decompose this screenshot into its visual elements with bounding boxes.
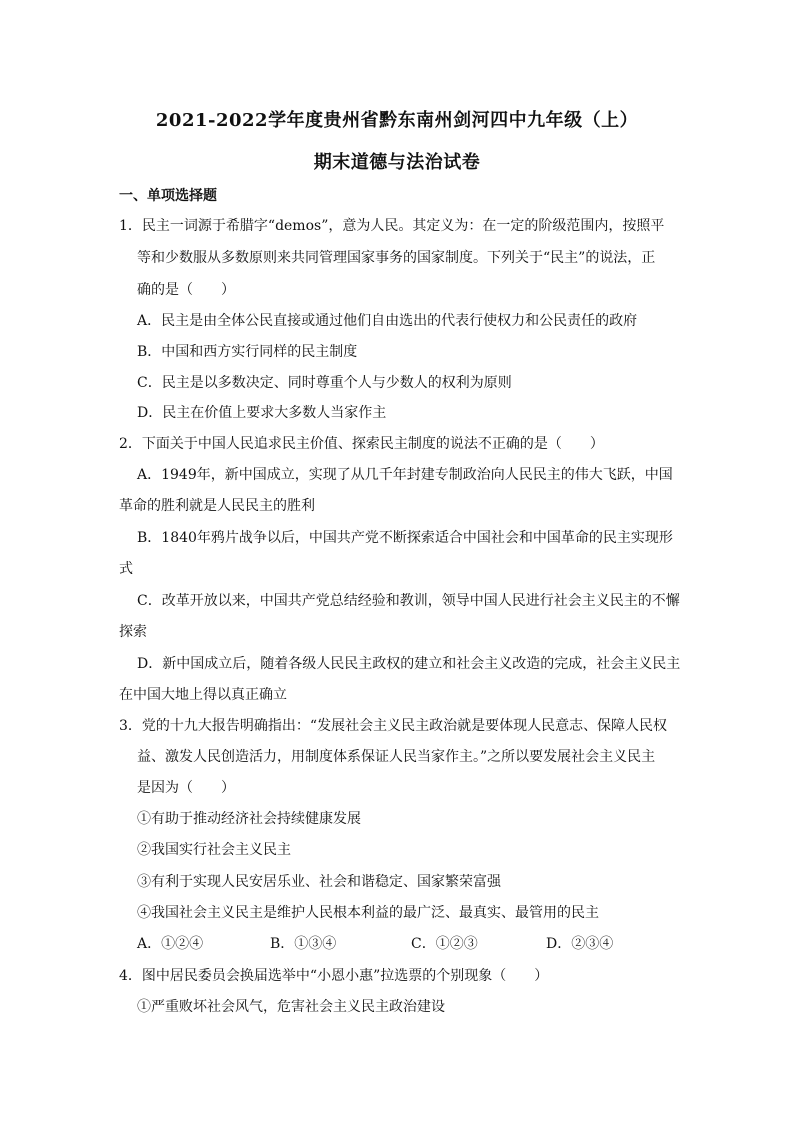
q1-option-b: B．中国和西方实行同样的民主制度 bbox=[137, 344, 358, 360]
q4-stem: 4．图中居民委员会换届选举中“小恩小惠”拉选票的个别现象（ ） bbox=[119, 968, 549, 984]
q3-item-4: ④我国社会主义民主是维护人民根本利益的最广泛、最真实、最管用的民主 bbox=[137, 905, 599, 921]
exam-title-line1: 2021-2022学年度贵州省黔东南州剑河四中九年级（上） bbox=[155, 110, 639, 131]
q3-stem-line2: 益、激发人民创造活力，用制度体系保证人民当家作主。”之所以要发展社会主义民主 bbox=[137, 749, 656, 765]
section-heading: 一、单项选择题 bbox=[119, 188, 217, 204]
q3-stem-line3: 是因为（ ） bbox=[137, 780, 235, 796]
q3-choice-b: B．①③④ bbox=[270, 936, 337, 952]
q3-item-3: ③有利于实现人民安居乐业、社会和谐稳定、国家繁荣富强 bbox=[137, 874, 501, 890]
q3-choice-a: A．①②④ bbox=[137, 936, 204, 952]
q2-stem: 2．下面关于中国人民追求民主价值、探索民主制度的说法不正确的是（ ） bbox=[119, 436, 604, 452]
exam-title-line2: 期末道德与法治试卷 bbox=[313, 152, 481, 173]
q2-option-b-line1: B．1840年鸦片战争以后，中国共产党不断探索适合中国社会和中国革命的民主实现形 bbox=[137, 530, 673, 546]
q2-option-a-line2: 革命的胜利就是人民民主的胜利 bbox=[119, 498, 315, 514]
q3-stem-line1: 3．党的十九大报告明确指出：“发展社会主义民主政治就是要体现人民意志、保障人民权 bbox=[119, 718, 668, 734]
q2-option-b-line2: 式 bbox=[119, 561, 133, 577]
q1-stem-line1: 1．民主一词源于希腊字“demos”，意为人民。其定义为：在一定的阶级范围内，按照平 bbox=[119, 218, 665, 234]
q3-item-1: ①有助于推动经济社会持续健康发展 bbox=[137, 811, 361, 827]
q2-option-d-line2: 在中国大地上得以真正确立 bbox=[119, 687, 287, 703]
q1-stem-line3: 确的是（ ） bbox=[137, 282, 235, 298]
q1-option-a: A．民主是由全体公民直接或通过他们自由选出的代表行使权力和公民责任的政府 bbox=[137, 313, 638, 329]
q3-choice-c: C．①②③ bbox=[411, 936, 478, 952]
q1-stem-line2: 等和少数服从多数原则来共同管理国家事务的国家制度。下列关于“民主”的说法，正 bbox=[137, 250, 656, 266]
q1-option-c: C．民主是以多数决定、同时尊重个人与少数人的权利为原则 bbox=[137, 375, 512, 391]
q2-option-d-line1: D．新中国成立后，随着各级人民民主政权的建立和社会主义改造的完成，社会主义民主 bbox=[137, 656, 681, 672]
q2-option-a-line1: A．1949年，新中国成立，实现了从几千年封建专制政治向人民民主的伟大飞跃，中国 bbox=[137, 467, 673, 483]
q3-item-2: ②我国实行社会主义民主 bbox=[137, 842, 291, 858]
q2-option-c-line1: C．改革开放以来，中国共产党总结经验和教训，领导中国人民进行社会主义民主的不懈 bbox=[137, 593, 680, 609]
q3-choice-d: D．②③④ bbox=[546, 936, 614, 952]
q2-option-c-line2: 探索 bbox=[119, 624, 147, 640]
q4-item-1: ①严重败坏社会风气，危害社会主义民主政治建设 bbox=[137, 999, 445, 1015]
q1-option-d: D．民主在价值上要求大多数人当家作主 bbox=[137, 405, 387, 421]
